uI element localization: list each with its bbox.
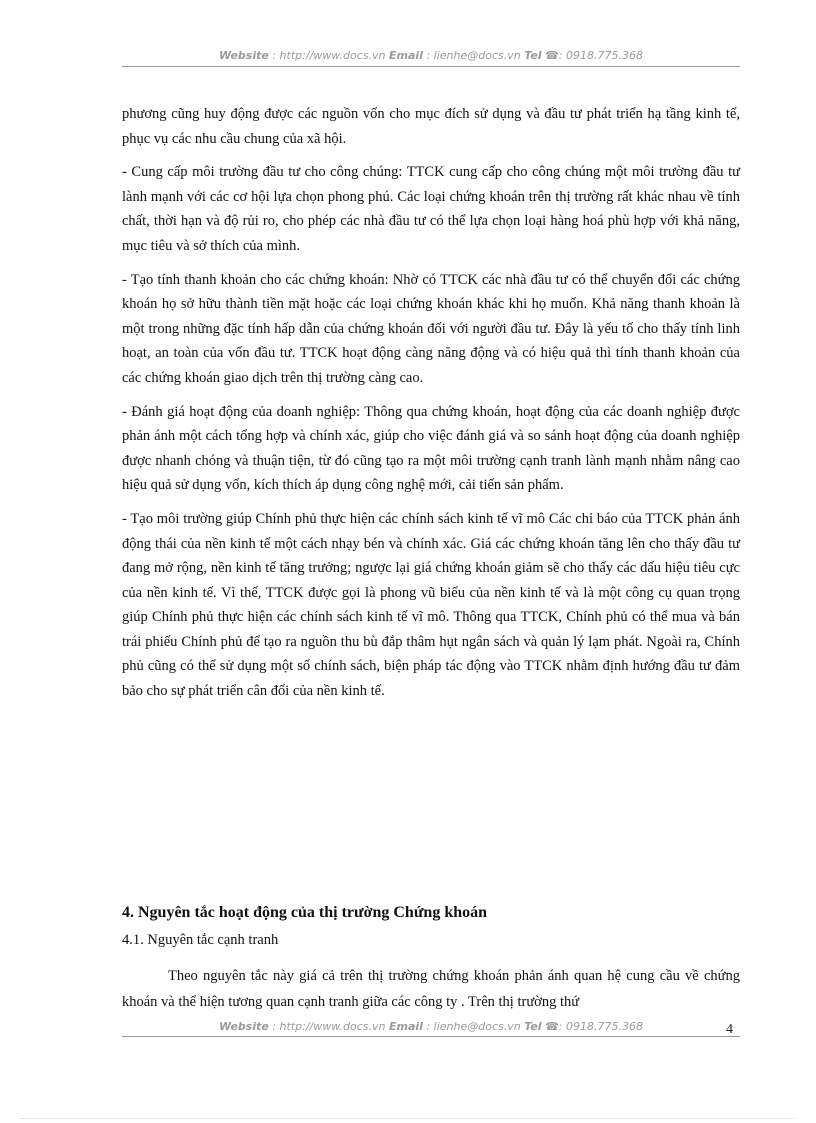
phone-icon: ☎ [545, 1020, 559, 1033]
subsection-paragraph: Theo nguyên tắc này giá cả trên thị trường chứng khoán phản ánh quan hệ cung cầu về chứng khoán và thể hiện tương quan cạnh tranh giữa các công ty . Trên thị trường thứ [122, 968, 740, 1010]
paragraph: - Đánh giá hoạt động của doanh nghiệp: Thông qua chứng khoán, hoạt động của các doanh nghiệp được phản ánh một cách tổng hợp và chính xác, giúp cho việc đánh giá và so sánh hoạt động của doanh nghiệp được nhanh chóng và thuận tiện, từ đó cũng tạo ra một môi trường cạnh tranh lành mạnh nhằm nâng cao hiệu quả sử dụng vốn, kích thích áp dụng công nghệ mới, cải tiến sản phẩm. [122, 403, 740, 494]
section-heading: 4. Nguyên tắc hoạt động của thị trường Chứng khoán [122, 904, 488, 921]
page-header [122, 49, 740, 62]
email-label: Email [389, 1020, 423, 1033]
website-url[interactable]: : http://www.docs.vn [272, 1020, 386, 1033]
website-url[interactable]: : http://www.docs.vn [272, 49, 386, 62]
page-number: 4 [726, 1022, 733, 1037]
phone-icon: ☎ [545, 49, 559, 62]
website-label: Website [219, 1020, 269, 1033]
website-label: Website [219, 49, 269, 62]
tel-label: Tel [524, 49, 542, 62]
subsection-heading: 4.1. Nguyên tắc cạnh tranh [122, 932, 279, 948]
paragraph: phương cũng huy động được các nguồn vốn cho mục đích sử dụng và đầu tư phát triển hạ tầng kinh tế, phục vụ các nhu cầu chung của xã hội. [122, 106, 740, 147]
header-rule [122, 66, 740, 67]
email-address[interactable]: : lienhe@docs.vn [426, 1020, 521, 1033]
footer-rule [122, 1036, 740, 1037]
phone-number: : 0918.775.368 [558, 49, 643, 62]
phone-number: : 0918.775.368 [558, 1020, 643, 1033]
email-address[interactable]: : lienhe@docs.vn [426, 49, 521, 62]
page-footer [122, 1020, 740, 1033]
tel-label: Tel [524, 1020, 542, 1033]
paragraph: - Tạo tính thanh khoản cho các chứng khoán: Nhờ có TTCK các nhà đầu tư có thể chuyển đổi các chứng khoán họ sở hữu thành tiền mặt hoặc các loại chứng khoán khác khi họ muốn. Khả năng thanh khoản là một trong những đặc tính hấp dẫn của chứng khoán đối với người đầu tư. Đây là yếu tố cho thấy tính linh hoạt, an toàn của vốn đầu tư. TTCK hoạt động càng năng động và có hiệu quả thì tính thanh khoản của các chứng khoán giao dịch trên thị trường càng cao. [122, 271, 740, 386]
page-boundary [20, 1118, 796, 1119]
paragraph: - Cung cấp môi trường đầu tư cho công chúng: TTCK cung cấp cho công chúng một môi trường đầu tư lành mạnh với các cơ hội lựa chọn phong phú. Các loại chứng khoán trên thị trường rất khác nhau về tính chất, thời hạn và độ rủi ro, cho phép các nhà đầu tư có thể lựa chọn loại hàng hoá phù hợp với khả năng, mục tiêu và sở thích của mình. [122, 164, 740, 254]
body-text [122, 102, 740, 713]
paragraph: - Tạo môi trường giúp Chính phủ thực hiện các chính sách kinh tế vĩ mô Các chỉ báo của TTCK phản ánh động thái của nền kinh tế một cách nhạy bén và chính xác. Giá các chứng khoán tăng lên cho thấy đầu tư đang mở rộng, nền kinh tế tăng trưởng; ngược lại giá chứng khoán giảm sẽ cho thấy các dấu hiệu tiêu cực của nền kinh tế. Vì thế, TTCK được gọi là phong vũ biểu của nền kinh tế và là một công cụ quan trọng giúp Chính phủ thực hiện các chính sách kinh tế vĩ mô. Thông qua TTCK, Chính phủ có thể mua và bán trái phiếu Chính phủ để tạo ra nguồn thu bù đắp thâm hụt ngân sách và quản lý lạm phát. Ngoài ra, Chính phủ cũng có thể sử dụng một số chính sách, biện pháp tác động vào TTCK nhằm định hướng đầu tư đảm bảo cho sự phát triển cân đối của nền kinh tế. [122, 510, 740, 700]
email-label: Email [389, 49, 423, 62]
